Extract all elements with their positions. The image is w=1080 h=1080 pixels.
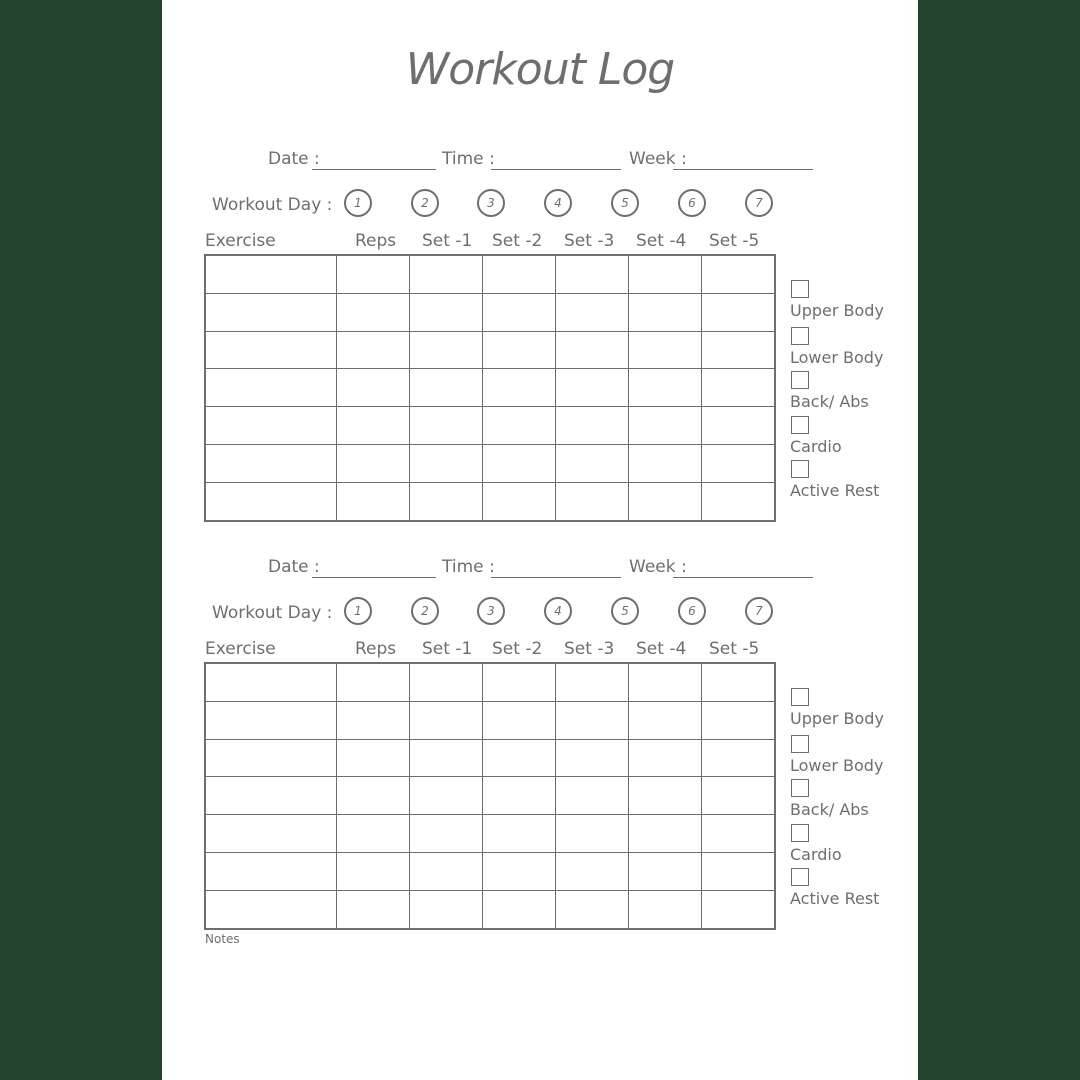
week-label: Week : bbox=[629, 557, 687, 577]
table-cell-reps[interactable] bbox=[337, 444, 410, 482]
table-cell-set4[interactable] bbox=[629, 663, 702, 701]
week-field[interactable] bbox=[673, 169, 813, 170]
table-cell-reps[interactable] bbox=[337, 331, 410, 369]
table-cell-exercise[interactable] bbox=[205, 444, 337, 482]
table-cell-set3[interactable] bbox=[556, 701, 629, 739]
table-cell-set1[interactable] bbox=[410, 701, 483, 739]
table-cell-set4[interactable] bbox=[629, 255, 702, 293]
table-cell-exercise[interactable] bbox=[205, 369, 337, 407]
table-cell-set3[interactable] bbox=[556, 331, 629, 369]
table-cell-set3[interactable] bbox=[556, 852, 629, 890]
checkbox-label-upper-body: Upper Body bbox=[790, 709, 884, 728]
column-header-set1: Set -1 bbox=[422, 231, 473, 251]
day-circle-5[interactable]: 5 bbox=[611, 189, 639, 217]
column-header-set2: Set -2 bbox=[492, 639, 543, 659]
date-field[interactable] bbox=[312, 169, 436, 170]
table-cell-set1[interactable] bbox=[410, 407, 483, 445]
table-row bbox=[205, 482, 775, 520]
table-cell-set4[interactable] bbox=[629, 293, 702, 331]
checkbox-upper-body[interactable] bbox=[791, 688, 809, 706]
table-cell-reps[interactable] bbox=[337, 815, 410, 853]
table-row bbox=[205, 777, 775, 815]
table-cell-exercise[interactable] bbox=[205, 890, 337, 928]
table-cell-set1[interactable] bbox=[410, 815, 483, 853]
table-cell-exercise[interactable] bbox=[205, 482, 337, 520]
checkbox-label-lower-body: Lower Body bbox=[790, 756, 884, 775]
day-circle-3[interactable]: 3 bbox=[477, 597, 505, 625]
week-label: Week : bbox=[629, 149, 687, 169]
day-circle-2[interactable]: 2 bbox=[411, 597, 439, 625]
table-row bbox=[205, 701, 775, 739]
table-cell-reps[interactable] bbox=[337, 890, 410, 928]
day-circle-7[interactable]: 7 bbox=[745, 597, 773, 625]
time-label: Time : bbox=[442, 557, 495, 577]
table-cell-reps[interactable] bbox=[337, 739, 410, 777]
table-cell-set3[interactable] bbox=[556, 369, 629, 407]
table-row bbox=[205, 739, 775, 777]
table-cell-set4[interactable] bbox=[629, 852, 702, 890]
date-label: Date : bbox=[268, 557, 320, 577]
table-cell-exercise[interactable] bbox=[205, 815, 337, 853]
table-cell-set5[interactable] bbox=[702, 331, 776, 369]
day-circle-6[interactable]: 6 bbox=[678, 189, 706, 217]
table-cell-set4[interactable] bbox=[629, 890, 702, 928]
table-cell-set5[interactable] bbox=[702, 255, 776, 293]
table-cell-set2[interactable] bbox=[483, 815, 556, 853]
week-field[interactable] bbox=[673, 577, 813, 578]
day-circle-6[interactable]: 6 bbox=[678, 597, 706, 625]
table-cell-set5[interactable] bbox=[702, 663, 776, 701]
table-cell-set1[interactable] bbox=[410, 890, 483, 928]
checkbox-cardio[interactable] bbox=[791, 416, 809, 434]
column-header-exercise: Exercise bbox=[205, 231, 276, 251]
table-cell-set2[interactable] bbox=[483, 777, 556, 815]
exercise-table bbox=[204, 254, 776, 522]
column-header-reps: Reps bbox=[355, 231, 397, 251]
column-header-set4: Set -4 bbox=[636, 231, 687, 251]
table-cell-set3[interactable] bbox=[556, 444, 629, 482]
table-cell-exercise[interactable] bbox=[205, 663, 337, 701]
table-cell-set5[interactable] bbox=[702, 701, 776, 739]
day-circle-3[interactable]: 3 bbox=[477, 189, 505, 217]
table-cell-set4[interactable] bbox=[629, 407, 702, 445]
table-cell-set1[interactable] bbox=[410, 331, 483, 369]
table-cell-set3[interactable] bbox=[556, 255, 629, 293]
table-cell-reps[interactable] bbox=[337, 701, 410, 739]
checkbox-label-active-rest: Active Rest bbox=[790, 889, 880, 908]
table-cell-set2[interactable] bbox=[483, 739, 556, 777]
table-cell-set2[interactable] bbox=[483, 701, 556, 739]
table-cell-set2[interactable] bbox=[483, 444, 556, 482]
column-header-set1: Set -1 bbox=[422, 639, 473, 659]
checkbox-label-active-rest: Active Rest bbox=[790, 481, 880, 500]
table-cell-set4[interactable] bbox=[629, 331, 702, 369]
checkbox-back-abs[interactable] bbox=[791, 779, 809, 797]
table-cell-reps[interactable] bbox=[337, 293, 410, 331]
column-header-set3: Set -3 bbox=[564, 231, 615, 251]
time-field[interactable] bbox=[491, 169, 621, 170]
table-cell-reps[interactable] bbox=[337, 482, 410, 520]
day-circle-4[interactable]: 4 bbox=[544, 597, 572, 625]
time-field[interactable] bbox=[491, 577, 621, 578]
checkbox-active-rest[interactable] bbox=[791, 460, 809, 478]
table-row bbox=[205, 444, 775, 482]
table-cell-set4[interactable] bbox=[629, 482, 702, 520]
table-cell-set2[interactable] bbox=[483, 293, 556, 331]
table-cell-set3[interactable] bbox=[556, 407, 629, 445]
table-row bbox=[205, 815, 775, 853]
table-row bbox=[205, 890, 775, 928]
table-cell-set2[interactable] bbox=[483, 890, 556, 928]
column-header-reps: Reps bbox=[355, 639, 397, 659]
table-cell-set1[interactable] bbox=[410, 255, 483, 293]
table-cell-reps[interactable] bbox=[337, 255, 410, 293]
table-cell-reps[interactable] bbox=[337, 663, 410, 701]
day-circle-2[interactable]: 2 bbox=[411, 189, 439, 217]
workout-day-label: Workout Day : bbox=[212, 603, 333, 623]
page-title: Workout Log bbox=[405, 44, 675, 95]
table-cell-set5[interactable] bbox=[702, 482, 776, 520]
checkbox-lower-body[interactable] bbox=[791, 735, 809, 753]
table-cell-reps[interactable] bbox=[337, 369, 410, 407]
checkbox-lower-body[interactable] bbox=[791, 327, 809, 345]
table-cell-set1[interactable] bbox=[410, 663, 483, 701]
day-circle-1[interactable]: 1 bbox=[344, 597, 372, 625]
table-cell-set2[interactable] bbox=[483, 369, 556, 407]
day-circle-7[interactable]: 7 bbox=[745, 189, 773, 217]
table-cell-set2[interactable] bbox=[483, 407, 556, 445]
table-row bbox=[205, 852, 775, 890]
exercise-table bbox=[204, 662, 776, 930]
checkbox-label-cardio: Cardio bbox=[790, 437, 842, 456]
table-cell-set4[interactable] bbox=[629, 444, 702, 482]
table-cell-set4[interactable] bbox=[629, 701, 702, 739]
table-cell-set5[interactable] bbox=[702, 852, 776, 890]
table-cell-exercise[interactable] bbox=[205, 331, 337, 369]
table-cell-reps[interactable] bbox=[337, 852, 410, 890]
table-cell-set1[interactable] bbox=[410, 852, 483, 890]
day-circle-1[interactable]: 1 bbox=[344, 189, 372, 217]
checkbox-label-back-abs: Back/ Abs bbox=[790, 800, 869, 819]
table-cell-set3[interactable] bbox=[556, 739, 629, 777]
table-cell-set2[interactable] bbox=[483, 331, 556, 369]
table-cell-set4[interactable] bbox=[629, 739, 702, 777]
table-cell-set3[interactable] bbox=[556, 663, 629, 701]
table-cell-set4[interactable] bbox=[629, 815, 702, 853]
checkbox-label-upper-body: Upper Body bbox=[790, 301, 884, 320]
table-cell-set3[interactable] bbox=[556, 815, 629, 853]
day-circle-4[interactable]: 4 bbox=[544, 189, 572, 217]
date-field[interactable] bbox=[312, 577, 436, 578]
table-cell-set3[interactable] bbox=[556, 777, 629, 815]
table-cell-set5[interactable] bbox=[702, 890, 776, 928]
table-cell-reps[interactable] bbox=[337, 777, 410, 815]
table-cell-set5[interactable] bbox=[702, 777, 776, 815]
table-cell-set2[interactable] bbox=[483, 255, 556, 293]
checkbox-cardio[interactable] bbox=[791, 824, 809, 842]
table-cell-set5[interactable] bbox=[702, 407, 776, 445]
checkbox-label-lower-body: Lower Body bbox=[790, 348, 884, 367]
table-cell-set5[interactable] bbox=[702, 293, 776, 331]
column-header-set3: Set -3 bbox=[564, 639, 615, 659]
table-cell-set1[interactable] bbox=[410, 739, 483, 777]
table-row bbox=[205, 369, 775, 407]
table-cell-exercise[interactable] bbox=[205, 701, 337, 739]
table-row bbox=[205, 407, 775, 445]
time-label: Time : bbox=[442, 149, 495, 169]
table-cell-reps[interactable] bbox=[337, 407, 410, 445]
table-cell-exercise[interactable] bbox=[205, 293, 337, 331]
table-cell-set4[interactable] bbox=[629, 777, 702, 815]
checkbox-upper-body[interactable] bbox=[791, 280, 809, 298]
table-row bbox=[205, 331, 775, 369]
checkbox-active-rest[interactable] bbox=[791, 868, 809, 886]
table-cell-set1[interactable] bbox=[410, 482, 483, 520]
column-header-set2: Set -2 bbox=[492, 231, 543, 251]
table-row bbox=[205, 663, 775, 701]
table-cell-set1[interactable] bbox=[410, 293, 483, 331]
workout-day-label: Workout Day : bbox=[212, 195, 333, 215]
checkbox-back-abs[interactable] bbox=[791, 371, 809, 389]
table-cell-set1[interactable] bbox=[410, 444, 483, 482]
date-label: Date : bbox=[268, 149, 320, 169]
table-cell-set4[interactable] bbox=[629, 369, 702, 407]
table-cell-exercise[interactable] bbox=[205, 255, 337, 293]
checkbox-label-back-abs: Back/ Abs bbox=[790, 392, 869, 411]
table-cell-exercise[interactable] bbox=[205, 407, 337, 445]
column-header-set5: Set -5 bbox=[709, 639, 760, 659]
day-circle-5[interactable]: 5 bbox=[611, 597, 639, 625]
column-header-set5: Set -5 bbox=[709, 231, 760, 251]
table-cell-set5[interactable] bbox=[702, 739, 776, 777]
table-cell-set2[interactable] bbox=[483, 852, 556, 890]
notes-label: Notes bbox=[205, 932, 240, 946]
table-cell-exercise[interactable] bbox=[205, 852, 337, 890]
table-cell-set2[interactable] bbox=[483, 663, 556, 701]
table-cell-set1[interactable] bbox=[410, 369, 483, 407]
table-row bbox=[205, 293, 775, 331]
column-header-set4: Set -4 bbox=[636, 639, 687, 659]
table-row bbox=[205, 255, 775, 293]
table-cell-set5[interactable] bbox=[702, 444, 776, 482]
table-cell-set3[interactable] bbox=[556, 890, 629, 928]
table-cell-exercise[interactable] bbox=[205, 739, 337, 777]
table-cell-set3[interactable] bbox=[556, 293, 629, 331]
table-cell-set3[interactable] bbox=[556, 482, 629, 520]
table-cell-set1[interactable] bbox=[410, 777, 483, 815]
table-cell-set2[interactable] bbox=[483, 482, 556, 520]
column-header-exercise: Exercise bbox=[205, 639, 276, 659]
table-cell-set5[interactable] bbox=[702, 815, 776, 853]
table-cell-exercise[interactable] bbox=[205, 777, 337, 815]
table-cell-set5[interactable] bbox=[702, 369, 776, 407]
checkbox-label-cardio: Cardio bbox=[790, 845, 842, 864]
